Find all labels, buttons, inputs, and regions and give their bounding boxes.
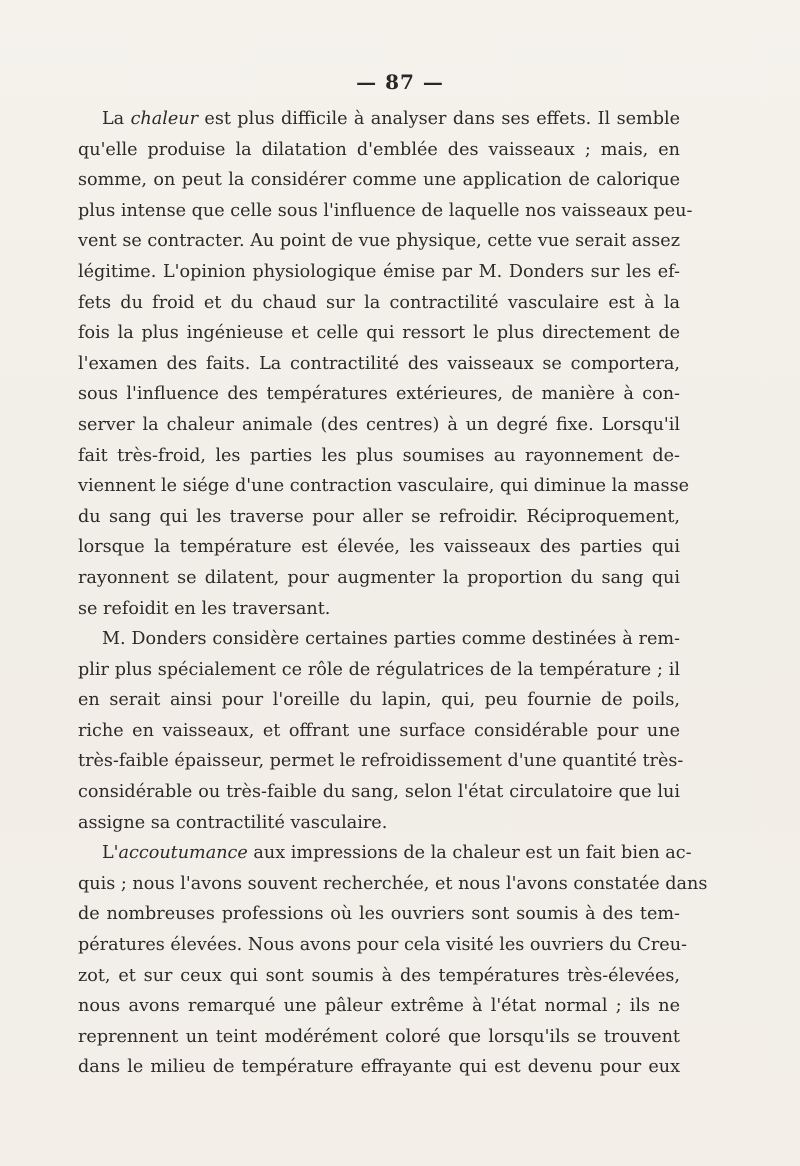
text-line — [78, 104, 680, 135]
text-run: La — [102, 109, 131, 129]
text-line — [78, 838, 692, 869]
text-line: en serait ainsi pour l'oreille du lapin, qui, peu fournie de poils, — [78, 690, 680, 711]
emphasized-term: accoutumance — [118, 843, 248, 864]
body-text — [78, 104, 708, 1083]
text-run: aux impressions de la chaleur est un fait bien ac- — [247, 843, 692, 864]
text-line: se refoidit en les traversant. — [78, 598, 331, 619]
text-line: assigne sa contractilité vasculaire. — [78, 812, 388, 833]
text-line: quis ; nous l'avons souvent recherchée, et nous l'avons constatée dans — [78, 873, 708, 894]
text-line: riche en vaisseaux, et offrant une surface considérable pour une — [78, 720, 680, 741]
text-line: l'examen des faits. La contractilité des vaisseaux se comportera, — [78, 353, 680, 374]
text-line: nous avons remarqué une pâleur extrême à l'état normal ; ils ne — [78, 996, 680, 1017]
text-line: qu'elle produise la dilatation d'emblée des vaisseaux ; mais, en — [78, 139, 680, 160]
page-number: — 87 — — [356, 70, 444, 94]
text-line: fets du froid et du chaud sur la contractilité vasculaire est à la — [78, 292, 680, 313]
text-line: plir plus spécialement ce rôle de régulatrices de la température ; il — [78, 659, 680, 680]
text-line: fait très-froid, les parties les plus soumises au rayonnement de- — [78, 445, 680, 466]
text-line: considérable ou très-faible du sang, selon l'état circulatoire que lui — [78, 782, 680, 803]
text-line: du sang qui les traverse pour aller se refroidir. Réciproquement, — [78, 506, 680, 527]
text-line: M. Donders considère certaines parties comme destinées à rem- — [102, 629, 680, 650]
text-line: server la chaleur animale (des centres) à un degré fixe. Lorsqu'il — [78, 414, 680, 435]
text-line: fois la plus ingénieuse et celle qui ressort le plus directement de — [78, 323, 680, 344]
text-line: dans le milieu de température effrayante qui est devenu pour eux — [78, 1057, 680, 1078]
text-line: sous l'influence des températures extérieures, de manière à con- — [78, 384, 680, 405]
text-line: viennent le siége d'une contraction vasculaire, qui diminue la masse — [78, 476, 690, 497]
emphasized-term: chaleur — [130, 109, 199, 129]
text-line: de nombreuses professions où les ouvriers sont soumis à des tem- — [78, 904, 680, 925]
text-line: vent se contracter. Au point de vue physique, cette vue serait assez — [78, 231, 680, 252]
text-run: est plus difficile à analyser dans ses effets. Il semble — [198, 109, 680, 129]
text-line: somme, on peut la considérer comme une application de calorique — [78, 170, 680, 191]
text-run: L' — [102, 843, 119, 864]
text-line: pératures élevées. Nous avons pour cela visité les ouvriers du Creu- — [78, 935, 687, 956]
text-line: zot, et sur ceux qui sont soumis à des températures très-élevées, — [78, 965, 680, 986]
text-line: légitime. L'opinion physiologique émise par M. Donders sur les ef- — [78, 261, 680, 282]
text-line: plus intense que celle sous l'influence de laquelle nos vaisseaux peu- — [78, 200, 693, 221]
text-line: lorsque la température est élevée, les vaisseaux des parties qui — [78, 537, 680, 558]
text-line: reprennent un teint modérément coloré que lorsqu'ils se trouvent — [78, 1026, 680, 1047]
text-line: très-faible épaisseur, permet le refroidissement d'une quantité très- — [78, 751, 684, 772]
text-line: rayonnent se dilatent, pour augmenter la proportion du sang qui — [78, 567, 680, 588]
